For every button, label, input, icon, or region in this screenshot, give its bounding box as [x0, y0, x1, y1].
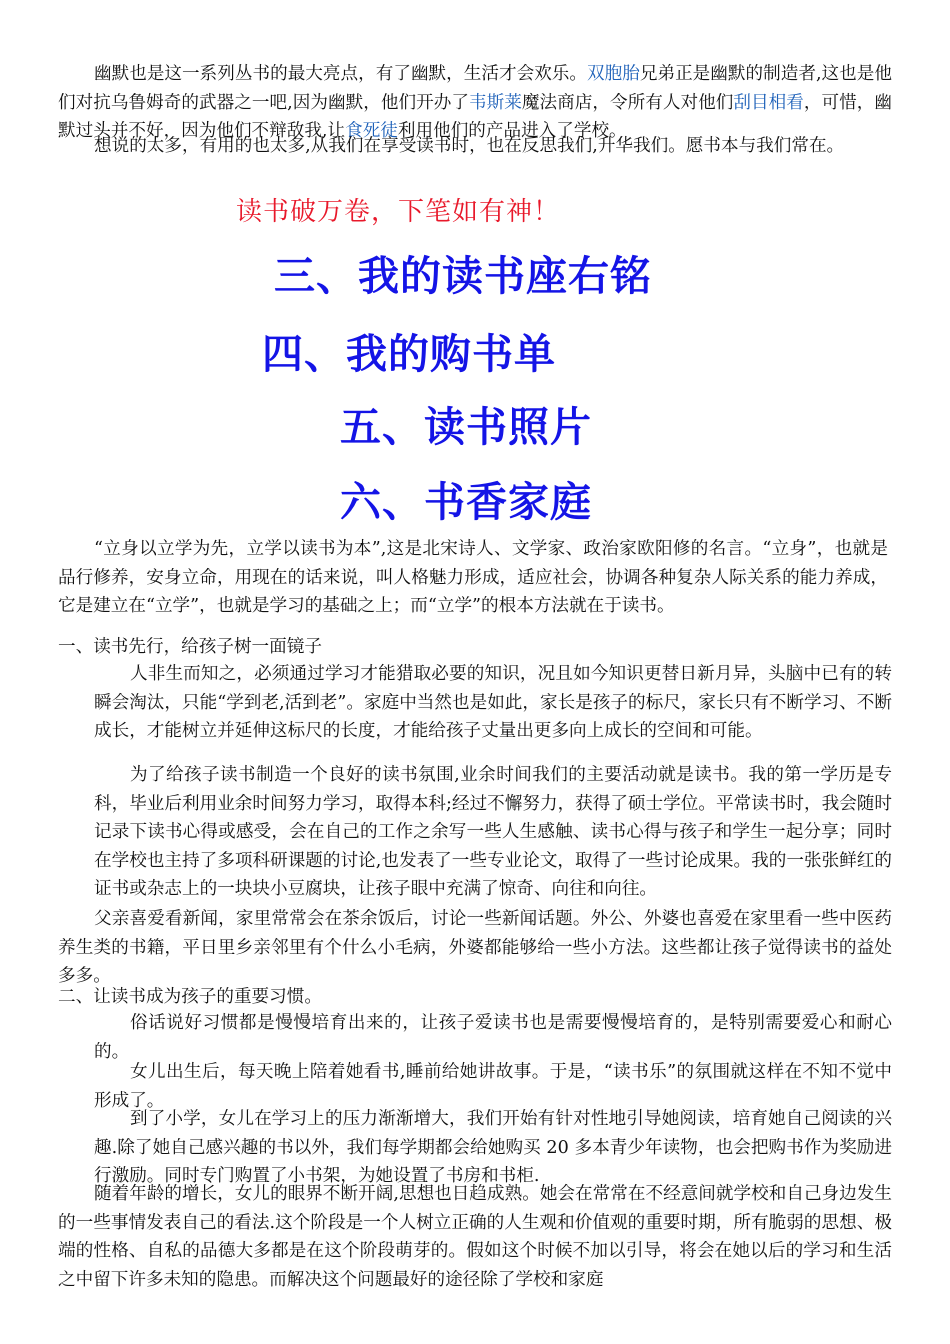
- section1-paragraph-1: 人非生而知之，必须通过学习才能猎取必要的知识，况且如今知识更替日新月异，头脑中已有的转瞬会淘汰，只能“学到老,活到老”。家庭中当然也是如此，家长是孩子的标尺，家长只有不断学习、不断成长，才能树立并延伸这标尺的长度，才能给孩子丈量出更多向上成长的空间和可能。: [94, 664, 892, 741]
- section2-paragraph-3: 到了小学，女儿在学习上的压力渐渐增大，我们开始有针对性地引导她阅读，培育她自己阅读的兴趣.除了她自己感兴趣的书以外，我们每学期都会给她购买 20 多本青少年读物，也会把购书作为奖励进行激励。同时专门购置了小书架，为她设置了书房和书柜.: [94, 1109, 892, 1186]
- section2-paragraph-4: 随着年龄的增长，女儿的眼界不断开阔,思想也日趋成熟。她会在常常在不经意间就学校和自己身边发生的一些事情发表自己的看法.这个阶段是一个人树立正确的人生观和价值观的重要时期，所有脆弱的思想、极端的性格、自私的品德大多都是在这个阶段萌芽的。假如这个时候不加以引导，将会在她以后的学习和生活之中留下许多未知的隐患。而解决这个问题最好的途径除了学校和家庭: [58, 1184, 892, 1290]
- section1-paragraph-2: 为了给孩子读书制造一个良好的读书氛围,业余时间我们的主要活动就是读书。我的第一学历是专科，毕业后利用业余时间努力学习，取得本科;经过不懈努力，获得了硕士学位。平常读书时，我会随时记录下读书心得或感受，会在自己的工作之余写一些人生感触、读书心得与孩子和学生一起分享；同时在学校也主持了多项科研课题的讨论,也发表了一些专业论文，取得了一些讨论成果。我的一张张鲜红的证书或杂志上的一块块小豆腐块，让孩子眼中充满了惊奇、向往和向往。: [94, 765, 892, 899]
- link-death-eaters[interactable]: 食死徒: [345, 121, 398, 141]
- paragraph-intro: “立身以立学为先，立学以读书为本”,这是北宋诗人、文学家、政治家欧阳修的名言。“立身”，也就是品行修养，安身立命，用现在的话来说，叫人格魅力形成，适应社会，协调各种复杂人际关系的能力养成，它是建立在“立学”，也就是学习的基础之上；而“立学”的根本方法就在于读书。: [58, 539, 888, 616]
- heading-book-list: 四、我的购书单: [262, 330, 556, 378]
- heading-motto: 三、我的读书座右铭: [274, 252, 652, 300]
- heading-reading-photos: 五、读书照片: [340, 403, 592, 451]
- paragraph-humor: 幽默也是这一系列丛书的最大亮点，有了幽默，生活才会欢乐。双胞胎兄弟正是幽默的制造者,这也是他们对抗乌鲁姆奇的武器之一吧,因为幽默，他们开办了韦斯莱魔法商店，令所有人对他们刮目相看，可惜，幽默过头并不好，因为他们不辩敌我,让食死徒利用他们的产品进入了学校。: [58, 64, 892, 141]
- link-twins[interactable]: 双胞胎: [587, 64, 640, 84]
- heading-scholarly-family: 六、书香家庭: [340, 478, 592, 526]
- section2-paragraph-2: 女儿出生后，每天晚上陪着她看书,睡前给她讲故事。于是，“读书乐”的氛围就这样在不知不觉中形成了。: [94, 1062, 892, 1111]
- link-weasley[interactable]: 韦斯莱: [468, 92, 522, 113]
- section2-paragraph-1: 俗话说好习惯都是慢慢培育出来的，让孩子爱读书也是需要慢慢培育的，是特别需要爱心和耐心的。: [94, 1013, 892, 1062]
- section1-title: 一、读书先行，给孩子树一面镜子: [58, 637, 322, 657]
- slogan: 读书破万卷，下笔如有神！: [236, 197, 561, 227]
- link-guamuxiangkan[interactable]: 刮目相看: [733, 92, 804, 113]
- paragraph-reflection: 想说的太多，有用的也太多,从我们在享受读书时，也在反思我们,升华我们。愿书本与我们常在。: [94, 136, 845, 156]
- section2-title: 二、让读书成为孩子的重要习惯。: [58, 987, 322, 1007]
- section1-paragraph-3: 父亲喜爱看新闻，家里常常会在茶余饭后，讨论一些新闻话题。外公、外婆也喜爱在家里看一些中医药养生类的书籍，平日里乡亲邻里有个什么小毛病，外婆都能够给一些小方法。这些都让孩子觉得读书的益处多多。: [58, 909, 892, 986]
